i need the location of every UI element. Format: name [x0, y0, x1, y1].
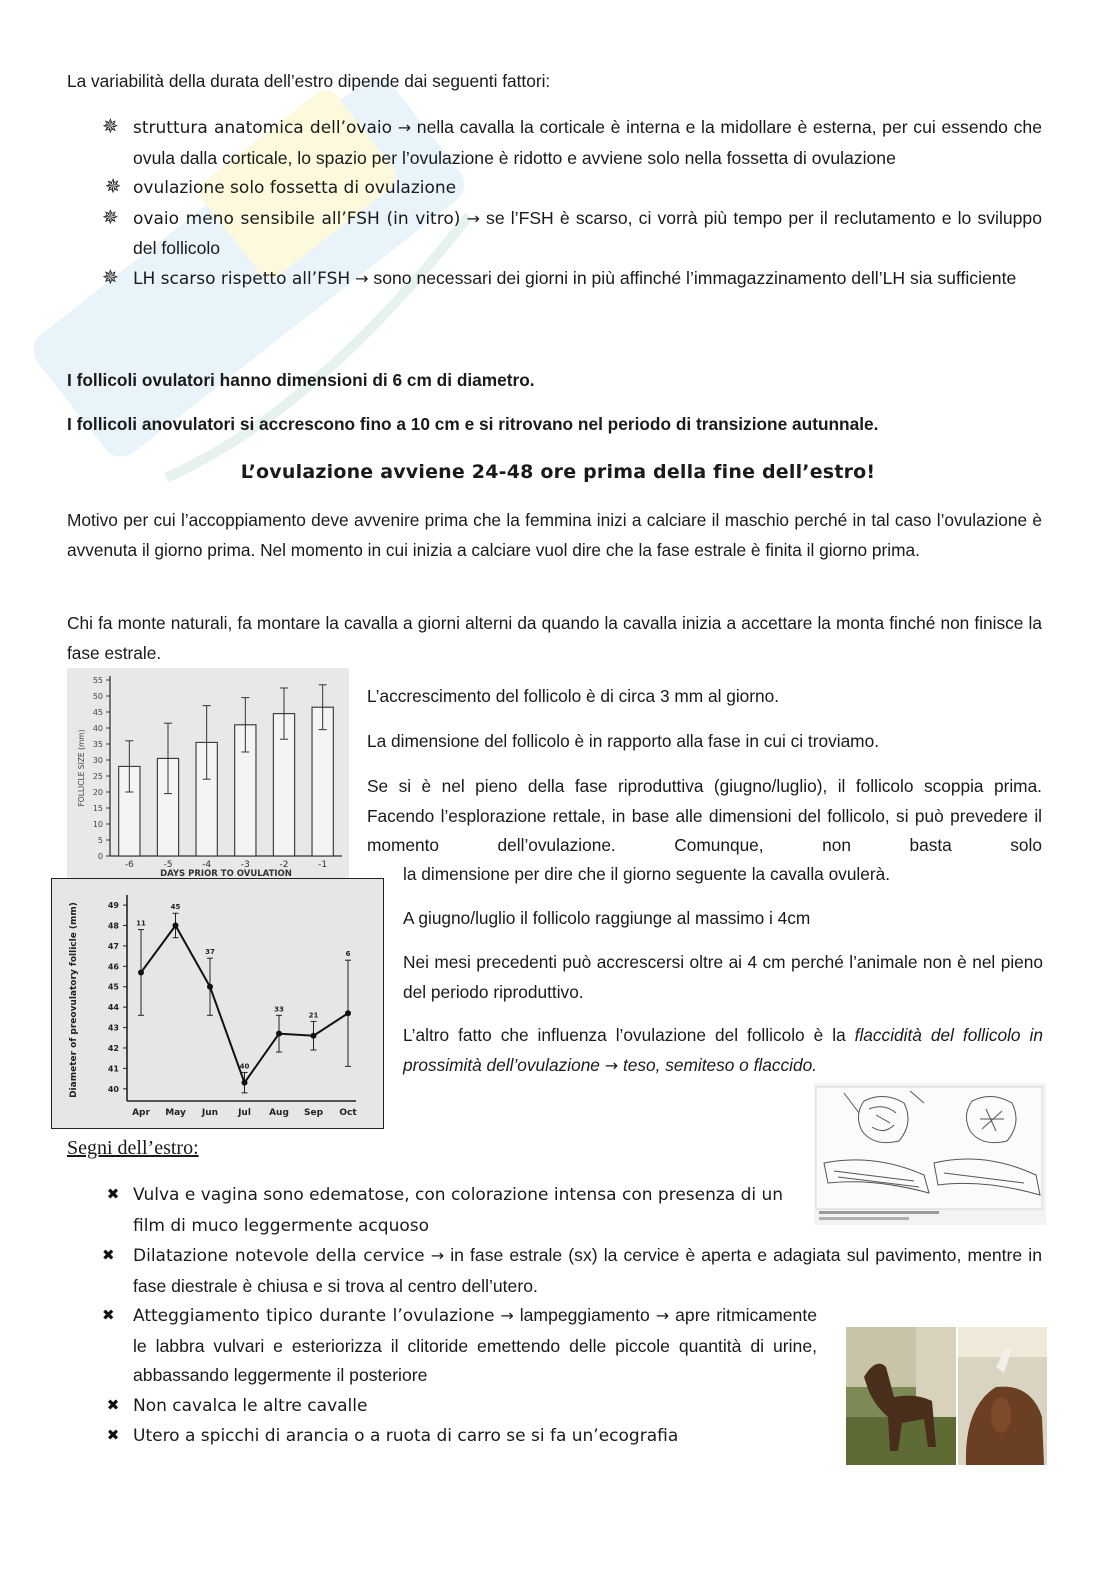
data-point [173, 922, 179, 928]
june-july-text: A giugno/luglio il follicolo raggiunge al massimo i 4cm [403, 908, 811, 928]
x-tick-label: -6 [124, 860, 134, 870]
data-label: 11 [136, 919, 146, 928]
x-bullet-icon: ✖ [106, 1396, 120, 1414]
factor-lead: struttura anatomica dell’ovaio [133, 118, 393, 138]
x-tick-label: -4 [202, 860, 212, 870]
y-tick-label: 48 [107, 921, 119, 931]
flaccidity-text-plain: L’altro fatto che influenza l’ovulazione del follicolo è la [403, 1025, 855, 1045]
data-label: 45 [170, 903, 181, 912]
factors-list [67, 113, 1042, 294]
y-tick-label: 15 [92, 804, 103, 813]
list-item [67, 264, 1042, 295]
star-bullet-icon: ✵ [104, 176, 122, 198]
factor-lead: LH scarso rispetto all’FSH [133, 268, 351, 289]
x-tick-label: -2 [279, 860, 289, 870]
y-tick-label: 41 [107, 1064, 119, 1074]
arrow-icon: → [500, 1306, 514, 1325]
y-tick-label: 43 [107, 1023, 119, 1033]
growth-rate-text: L’accrescimento del follicolo è di circa 3 mm al giorno. [367, 686, 780, 706]
y-tick-label: 40 [107, 1084, 119, 1094]
y-tick-label: 50 [92, 692, 103, 701]
y-tick-label: 46 [107, 962, 119, 972]
list-item [67, 204, 1042, 264]
y-tick-label: 45 [92, 708, 103, 717]
x-tick-label: Jul [238, 1108, 251, 1118]
factor-text: se l’FSH è scarso, ci vorrà più tempo per il reclutamento e lo sviluppo del follicolo [133, 207, 1042, 258]
arrow-icon: → [430, 1246, 445, 1265]
data-label: 6 [345, 950, 351, 959]
reproductive-phase-text: Se si è nel pieno della fase riproduttiva (giugno/luglio), il follicolo scoppia prima. Facendo l’esplorazione rettale, in base alle dimensioni del follicolo, si può prevedere il momento dell’ovulazione. Comunque, non basta solo [367, 776, 1042, 855]
sign-lead: Vulva e vagina sono edematose, con colorazione intensa con presenza di un film di muco leggermente acquoso [133, 1185, 784, 1236]
y-tick-label: 25 [92, 772, 103, 781]
y-tick-label: 35 [92, 740, 103, 749]
data-point [345, 1010, 351, 1016]
list-item [67, 113, 1042, 173]
y-tick-label: 0 [97, 852, 103, 861]
section-title: Segni dell’estro: [67, 1137, 199, 1159]
ovulatory-follicles-note: I follicoli ovulatori hanno dimensioni di 6 cm di diametro. [67, 370, 535, 390]
y-tick-label: 45 [107, 982, 119, 992]
arrow-icon: → [355, 268, 369, 288]
factor-text: nella cavalla la corticale è interna e la midollare è esterna, per cui essendo che ovula dalla corticale, lo spazio per l’ovulazione è ridotto e avviene solo nella fossetta di ovulazione [133, 117, 1043, 168]
mare-photos-image [846, 1327, 1047, 1465]
x-tick-label: Jun [201, 1108, 219, 1118]
list-item [67, 173, 1042, 204]
anovulatory-follicles-note: I follicoli anovulatori si accrescono fino a 10 cm e si ritrovano nel periodo di transizione autunnale. [67, 414, 879, 434]
x-tick-label: Apr [132, 1108, 150, 1118]
data-point [138, 969, 144, 975]
sign-lead: Non cavalca le altre cavalle [133, 1395, 368, 1416]
data-point [311, 1033, 317, 1039]
bar-chart-svg [67, 668, 349, 878]
x-tick-label: -3 [240, 860, 250, 870]
star-bullet-icon: ✵ [102, 266, 119, 289]
list-item [67, 1180, 1042, 1241]
data-point [207, 984, 213, 990]
arrow-icon: → [655, 1306, 670, 1325]
x-tick-label: Aug [269, 1108, 289, 1118]
factor-lead: ovulazione solo fossetta di ovulazione [133, 178, 457, 198]
star-bullet-icon: ✵ [102, 206, 119, 229]
x-bullet-icon: ✖ [102, 1247, 115, 1264]
arrow-icon: → [604, 1055, 619, 1075]
reproductive-phase-text-end: la dimensione per dire che il giorno seguente la cavalla ovulerà. [403, 864, 891, 884]
follicle-size-chart [67, 668, 349, 878]
sign-lead: Utero a spicchi di arancia o a ruota di carro se si fa un’ecografia [133, 1426, 679, 1446]
y-axis-label: Diameter of preovulatory follicle (mm) [69, 902, 79, 1098]
y-tick-label: 47 [107, 941, 119, 951]
sign-text: in fase estrale (sx) la cervice è aperta e adagiata sul pavimento, mentre in fase diestrale è chiusa e si trova al centro dell’utero. [133, 1245, 1042, 1296]
x-axis-label: DAYS PRIOR TO OVULATION [160, 869, 292, 878]
y-axis-label: FOLLICLE SIZE (mm) [77, 729, 86, 807]
data-point [242, 1080, 248, 1086]
series-line [141, 925, 348, 1082]
flaccidity-text-tail: teso, semiteso o flaccido. [622, 1054, 817, 1075]
ovulation-headline: L’ovulazione avviene 24-48 ore prima della fine dell’estro! [240, 461, 876, 483]
x-bullet-icon: ✖ [102, 1307, 115, 1324]
y-tick-label: 10 [92, 820, 103, 829]
x-bullet-icon: ✖ [106, 1427, 120, 1444]
x-tick-label: Sep [303, 1108, 324, 1118]
sign-lead: Atteggiamento tipico durante l’ovulazione [133, 1306, 495, 1326]
data-point [276, 1031, 282, 1037]
factor-lead: ovaio meno sensibile all’FSH (in vitro) [133, 208, 461, 229]
y-tick-label: 40 [92, 724, 103, 733]
y-tick-label: 55 [92, 676, 103, 685]
seasonal-follicle-chart [51, 878, 384, 1129]
data-label: 33 [274, 1005, 284, 1014]
line-chart-svg [52, 879, 383, 1128]
y-tick-label: 49 [107, 901, 119, 911]
data-label: 37 [205, 948, 215, 957]
sign-lead: Dilatazione notevole della cervice [133, 1246, 425, 1266]
flaccidity-text-italic: flaccidità del follicolo in prossimità dell’ovulazione [403, 1025, 1043, 1075]
previous-months-text: Nei mesi precedenti può accrescersi oltre ai 4 cm perché l’animale non è nel pieno del periodo riproduttivo. [403, 952, 1043, 1002]
x-bullet-icon: ✖ [106, 1186, 120, 1203]
y-tick-label: 42 [107, 1043, 119, 1053]
flaccidity-text [403, 1021, 1043, 1080]
data-label: 40 [239, 1062, 250, 1071]
arrow-icon: → [466, 208, 480, 228]
list-item [67, 1241, 1042, 1301]
mating-paragraph: Motivo per cui l’accoppiamento deve avvenire prima che la femmina inizi a calciare il maschio perché in tal caso l’ovulazione è avvenuta il giorno prima. Nel momento in cui inizia a calciare vuol dire che la fase estrale è finita il giorno prima. [67, 510, 1042, 560]
natural-mating-paragraph: Chi fa monte naturali, fa montare la cavalla a giorni alterni da quando la cavalla inizia a accettare la monta finché non finisce la fase estrale. [67, 613, 1042, 663]
sign-text-2: apre ritmicamente le labbra vulvari e esteriorizza il clitoride emettendo delle piccole quantità di urine, abbassando leggermente il posteriore [133, 1305, 817, 1385]
factor-text: sono necessari dei giorni in più affinché l’immagazzinamento dell’LH sia sufficiente [373, 267, 1017, 288]
x-tick-label: Oct [339, 1108, 357, 1118]
x-tick-label: May [165, 1108, 186, 1118]
star-bullet-icon: ✵ [102, 116, 119, 138]
arrow-icon: → [397, 118, 412, 137]
y-tick-label: 20 [92, 788, 103, 797]
sign-text: lampeggiamento [519, 1305, 650, 1325]
x-tick-label: -1 [318, 860, 328, 870]
intro-text: La variabilità della durata dell’estro dipende dai seguenti fattori: [67, 71, 551, 91]
y-tick-label: 30 [92, 756, 103, 765]
size-phase-text: La dimensione del follicolo è in rapporto alla fase in cui ci troviamo. [367, 731, 879, 751]
y-tick-label: 5 [97, 836, 103, 845]
data-label: 21 [308, 1011, 319, 1020]
y-tick-label: 44 [107, 1003, 119, 1013]
x-tick-label: -5 [163, 860, 173, 870]
